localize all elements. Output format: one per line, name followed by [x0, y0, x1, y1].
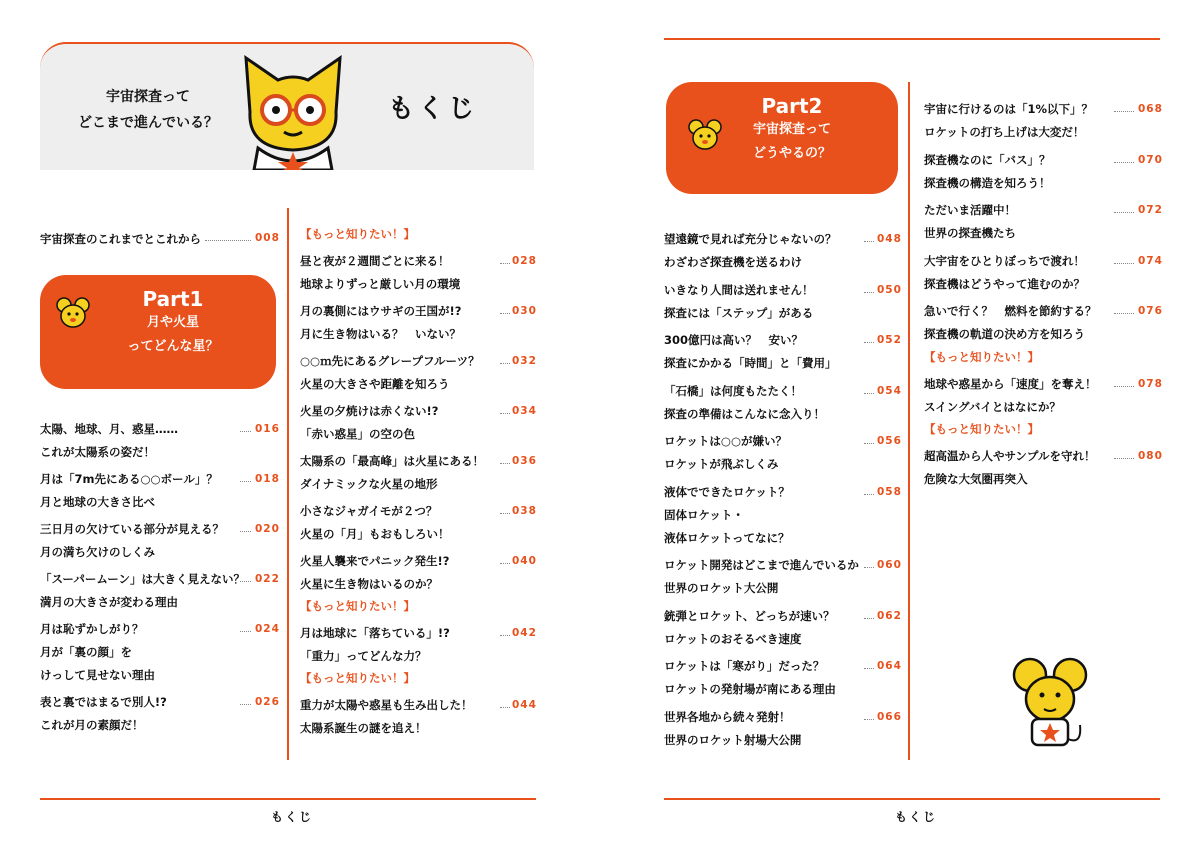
toc-entry[interactable]	[924, 250, 1085, 296]
toc-entry-line: 世界のロケット射場大公開	[664, 732, 802, 747]
page-number: 030	[512, 305, 537, 317]
toc-entry-line: 表と裏ではまるで別人!?	[40, 695, 167, 709]
toc-entry[interactable]	[40, 518, 224, 564]
part1-badge	[40, 275, 276, 389]
toc-entry[interactable]	[664, 554, 859, 600]
page-number: 022	[255, 573, 280, 585]
toc-entry-line: 重力が太陽や惑星も生み出した！	[300, 698, 473, 712]
leader-dots	[500, 635, 510, 636]
leader-dots	[240, 481, 251, 482]
toc-entry[interactable]	[924, 98, 1093, 144]
toc-entry-line: 危険な大気圏再突入	[924, 472, 1028, 486]
toc-entry-line: 「石橋」は何度もたたく！	[664, 383, 802, 398]
toc-entry-line: 月と地球の大きさ比べ	[40, 495, 155, 509]
toc-entry-line: 世界各地から続々発射！	[664, 709, 791, 724]
page-number: 048	[877, 233, 902, 245]
toc-entry-line: 「赤い惑星」の空の色	[300, 427, 415, 441]
toc-entry-line: 超高温から人やサンプルを守れ！	[924, 449, 1096, 463]
leader-dots	[1114, 111, 1134, 112]
toc-entry-line: 月は「7m先にある○○ボール」？	[40, 472, 218, 486]
leader-dots	[500, 463, 510, 464]
mouse-icon	[688, 118, 722, 152]
toc-entry[interactable]	[40, 618, 155, 687]
toc-entry-line: 月の裏側にはウサギの王国が!?	[300, 304, 462, 318]
toc-entry-line: 地球よりずっと厳しい月の環境	[300, 277, 461, 291]
page-number: 032	[512, 355, 537, 367]
toc-entry[interactable]	[664, 279, 814, 325]
toc-entry-line: ダイナミックな火星の地形	[300, 477, 438, 491]
leader-dots	[500, 513, 510, 514]
toc-entry[interactable]	[300, 550, 449, 596]
leader-dots	[864, 241, 874, 242]
toc-entry-line: 急いで行く？ 燃料を節約する？	[924, 304, 1097, 318]
page-number: 024	[255, 623, 280, 635]
page-number: 070	[1138, 153, 1163, 166]
toc-entry[interactable]	[664, 481, 790, 550]
toc-entry-line: 探査機なのに「バス」？	[924, 152, 1051, 167]
toc-entry-line: 探査機の構造を知ろう！	[924, 175, 1051, 190]
page-number: 062	[877, 609, 902, 622]
toc-entry[interactable]	[664, 605, 835, 651]
header-subtitle-line2: どこまで進んでいる？	[78, 115, 218, 131]
toc-entry-line: 火星の大きさや距離を知ろう	[300, 377, 450, 391]
toc-intro[interactable]	[40, 228, 201, 251]
toc-entry-line: いきなり人間は送れません！	[664, 282, 814, 297]
column-divider	[287, 208, 289, 760]
leader-dots	[500, 707, 510, 708]
leader-dots	[500, 563, 510, 564]
toc-entry-line: 固体ロケット・	[664, 507, 744, 522]
toc-entry-line: ロケットの発射場が南にある理由	[664, 682, 836, 696]
page-number: 016	[255, 423, 280, 435]
toc-entry-line: 探査機はどうやって進むのか？	[924, 276, 1085, 291]
page-number: 060	[877, 559, 902, 571]
toc-entry-line: 小さなジャガイモが２つ？	[300, 504, 438, 518]
leader-dots	[864, 342, 874, 343]
toc-entry-line: ロケットが飛ぶしくみ	[664, 457, 779, 471]
page-title: もくじ	[388, 94, 479, 124]
toc-entry-line: ただいま活躍中！	[924, 203, 1016, 217]
page-number: 056	[877, 435, 902, 447]
page-number: 054	[877, 384, 902, 397]
toc-entry-line: 宇宙に行けるのは「1%以下」？	[924, 102, 1094, 116]
top-rule	[664, 38, 1160, 40]
footer-right: もくじ	[895, 810, 938, 824]
footer-left: もくじ	[271, 810, 314, 824]
page-number: 040	[512, 555, 537, 567]
toc-entry[interactable]	[300, 622, 450, 668]
leader-dots	[864, 494, 874, 495]
toc-entry[interactable]	[924, 149, 1051, 195]
toc-entry-line: ロケット開発はどこまで進んでいるか	[664, 558, 859, 572]
page-number: 008	[255, 232, 280, 244]
part1-label: Part1	[142, 287, 204, 311]
toc-entry[interactable]	[664, 655, 836, 701]
toc-entry-line: 月に生き物はいる？ いない？	[300, 327, 461, 341]
mouse-icon	[56, 296, 90, 330]
toc-entry[interactable]	[40, 691, 167, 737]
toc-entry-line: ロケットの打ち上げは大変だ！	[924, 125, 1085, 139]
leader-dots	[240, 581, 251, 582]
more-info-label: 【もっと知りたい！】	[300, 227, 415, 241]
toc-entry-line: ロケットは「寒がり」だった？	[664, 659, 825, 673]
toc-entry[interactable]	[300, 350, 480, 396]
toc-entry-line: これが月の素顔だ！	[40, 718, 144, 732]
toc-entry-line: 太陽系誕生の謎を追え！	[300, 721, 427, 735]
toc-entry-line: わざわざ探査機を送るわけ	[664, 255, 802, 269]
toc-entry[interactable]	[664, 329, 837, 375]
page-number: 038	[512, 505, 537, 517]
toc-entry[interactable]	[664, 380, 825, 426]
page-number: 044	[512, 699, 537, 711]
toc-entry[interactable]	[300, 250, 460, 296]
toc-entry-line: 月は地球に「落ちている」!?	[300, 626, 450, 640]
leader-dots	[1114, 212, 1134, 213]
toc-entry[interactable]	[664, 430, 787, 476]
toc-entry[interactable]	[300, 400, 438, 446]
toc-entry[interactable]	[40, 568, 245, 614]
part1-line2: ってどんな星？	[127, 339, 219, 354]
toc-entry-line: 太陽系の「最高峰」は火星にある！	[300, 454, 484, 468]
toc-entry-line: 300億円は高い？ 安い？	[664, 333, 804, 347]
leader-dots	[500, 413, 510, 414]
leader-dots	[1114, 386, 1134, 387]
leader-dots	[864, 393, 874, 394]
toc-entry[interactable]	[300, 500, 450, 546]
leader-dots	[864, 618, 874, 619]
page-number: 074	[1138, 254, 1163, 267]
part1-line1: 月や火星	[146, 315, 199, 330]
column-divider	[908, 82, 910, 760]
leader-dots	[864, 443, 874, 444]
toc-entry-line: 地球や惑星から「速度」を奪え！	[924, 376, 1097, 391]
more-info-label: 【もっと知りたい！】	[300, 599, 415, 613]
toc-entry-line: ロケットは○○が嫌い？	[664, 434, 787, 448]
toc-entry-line: 「スーパームーン」は大きく見えない？	[40, 572, 246, 586]
page-number: 036	[512, 455, 537, 467]
leader-dots	[240, 631, 251, 632]
toc-entry[interactable]	[40, 418, 178, 464]
page-number: 080	[1138, 450, 1163, 462]
page-number: 076	[1138, 305, 1163, 317]
page-number: 028	[512, 255, 537, 267]
toc-entry[interactable]	[924, 199, 1016, 245]
toc-entry[interactable]	[300, 694, 473, 740]
page-number: 018	[255, 473, 280, 485]
toc-entry[interactable]	[40, 468, 218, 514]
page-number: 034	[512, 405, 537, 417]
more-info-label: 【もっと知りたい！】	[924, 422, 1039, 436]
toc-entry-line: 液体ロケットってなに？	[664, 530, 790, 545]
leader-dots	[205, 240, 251, 241]
toc-entry-line: 世界のロケット大公開	[664, 581, 779, 595]
toc-entry-line: けっして見せない理由	[40, 668, 155, 682]
toc-entry-line: 望遠鏡で見れば充分じゃないの？	[664, 232, 837, 246]
toc-entry-line: 月の満ち欠けのしくみ	[40, 545, 155, 559]
toc-entry-line: 月が「裏の顔」を	[40, 645, 132, 659]
toc-entry[interactable]	[664, 228, 837, 274]
toc-entry-line: 火星に生き物はいるのか？	[300, 577, 438, 591]
toc-entry-line: 大宇宙をひとりぼっちで渡れ！	[924, 253, 1085, 268]
page-number: 068	[1138, 103, 1163, 115]
toc-entry[interactable]	[924, 373, 1097, 419]
leader-dots	[500, 313, 510, 314]
page-number: 064	[877, 660, 902, 672]
page-number: 058	[877, 485, 902, 498]
page-number: 052	[877, 334, 902, 346]
page-number: 072	[1138, 204, 1163, 216]
leader-dots	[1114, 162, 1134, 163]
mouse-mascot-icon	[1010, 655, 1090, 755]
toc-entry-line: 探査の準備はこんなに念入り！	[664, 406, 825, 421]
toc-entry-line: ○○ｍ先にあるグレープフルーツ？	[300, 354, 480, 368]
toc-entry-line: 三日月の欠けている部分が見える？	[40, 522, 224, 536]
toc-entry-line: 探査には「ステップ」がある	[664, 305, 814, 320]
leader-dots	[1114, 263, 1134, 264]
bottom-rule	[664, 798, 1160, 800]
toc-entry-line: スイングバイとはなにか？	[924, 399, 1061, 414]
toc-entry[interactable]	[300, 450, 484, 496]
toc-entry[interactable]	[924, 300, 1097, 346]
toc-entry-line: 探査機の軌道の決め方を知ろう	[924, 327, 1085, 341]
leader-dots	[864, 719, 874, 720]
toc-entry-line: 液体でできたロケット？	[664, 484, 790, 499]
toc-entry-line: 世界の探査機たち	[924, 226, 1016, 240]
part2-line2: どうやるの？	[752, 146, 831, 161]
toc-entry-line: 火星人襲来でパニック発生!?	[300, 554, 450, 568]
toc-entry-line: ロケットのおそるべき速度	[664, 631, 802, 646]
toc-intro-text: 宇宙探査のこれまでとこれから	[40, 232, 201, 246]
leader-dots	[1114, 458, 1134, 459]
header-subtitle-line1: 宇宙探査って	[106, 89, 190, 105]
leader-dots	[500, 263, 510, 264]
toc-entry-line: 火星の夕焼けは赤くない!?	[300, 404, 439, 418]
page-number: 020	[255, 523, 280, 535]
leader-dots	[864, 292, 874, 293]
leader-dots	[1114, 313, 1134, 314]
toc-entry[interactable]	[664, 706, 801, 752]
more-info-label: 【もっと知りたい！】	[300, 671, 415, 685]
toc-entry-line: 探査にかかる「時間」と「費用」	[664, 356, 837, 370]
toc-entry-line: 太陽、地球、月、惑星……	[40, 422, 178, 436]
page-number: 026	[255, 696, 280, 708]
part2-label: Part2	[761, 94, 823, 118]
cat-mascot-icon	[228, 52, 358, 170]
leader-dots	[240, 704, 251, 705]
leader-dots	[240, 431, 251, 432]
page-number: 066	[877, 710, 902, 723]
part2-line1: 宇宙探査って	[752, 122, 831, 137]
toc-entry-line: 火星の「月」もおもしろい！	[300, 527, 450, 541]
toc-entry-line: 「重力」ってどんな力？	[300, 649, 427, 663]
leader-dots	[864, 567, 874, 568]
bottom-rule	[40, 798, 536, 800]
leader-dots	[500, 363, 510, 364]
toc-entry-line: 昼と夜が２週間ごとに来る！	[300, 254, 450, 268]
more-info-label: 【もっと知りたい！】	[924, 349, 1039, 364]
toc-entry[interactable]	[300, 300, 461, 346]
toc-entry-line: 銃弾とロケット、どっちが速い？	[664, 608, 835, 623]
toc-entry-line: 満月の大きさが変わる理由	[40, 595, 178, 609]
leader-dots	[864, 668, 874, 669]
leader-dots	[240, 531, 251, 532]
header-subtitle	[58, 84, 238, 136]
page-number: 042	[512, 627, 537, 639]
toc-entry-line: これが太陽系の姿だ！	[40, 445, 155, 459]
page-number: 050	[877, 283, 902, 296]
page-number: 078	[1138, 377, 1163, 390]
toc-entry[interactable]	[924, 445, 1095, 491]
toc-entry-line: 月は恥ずかしがり？	[40, 622, 144, 636]
